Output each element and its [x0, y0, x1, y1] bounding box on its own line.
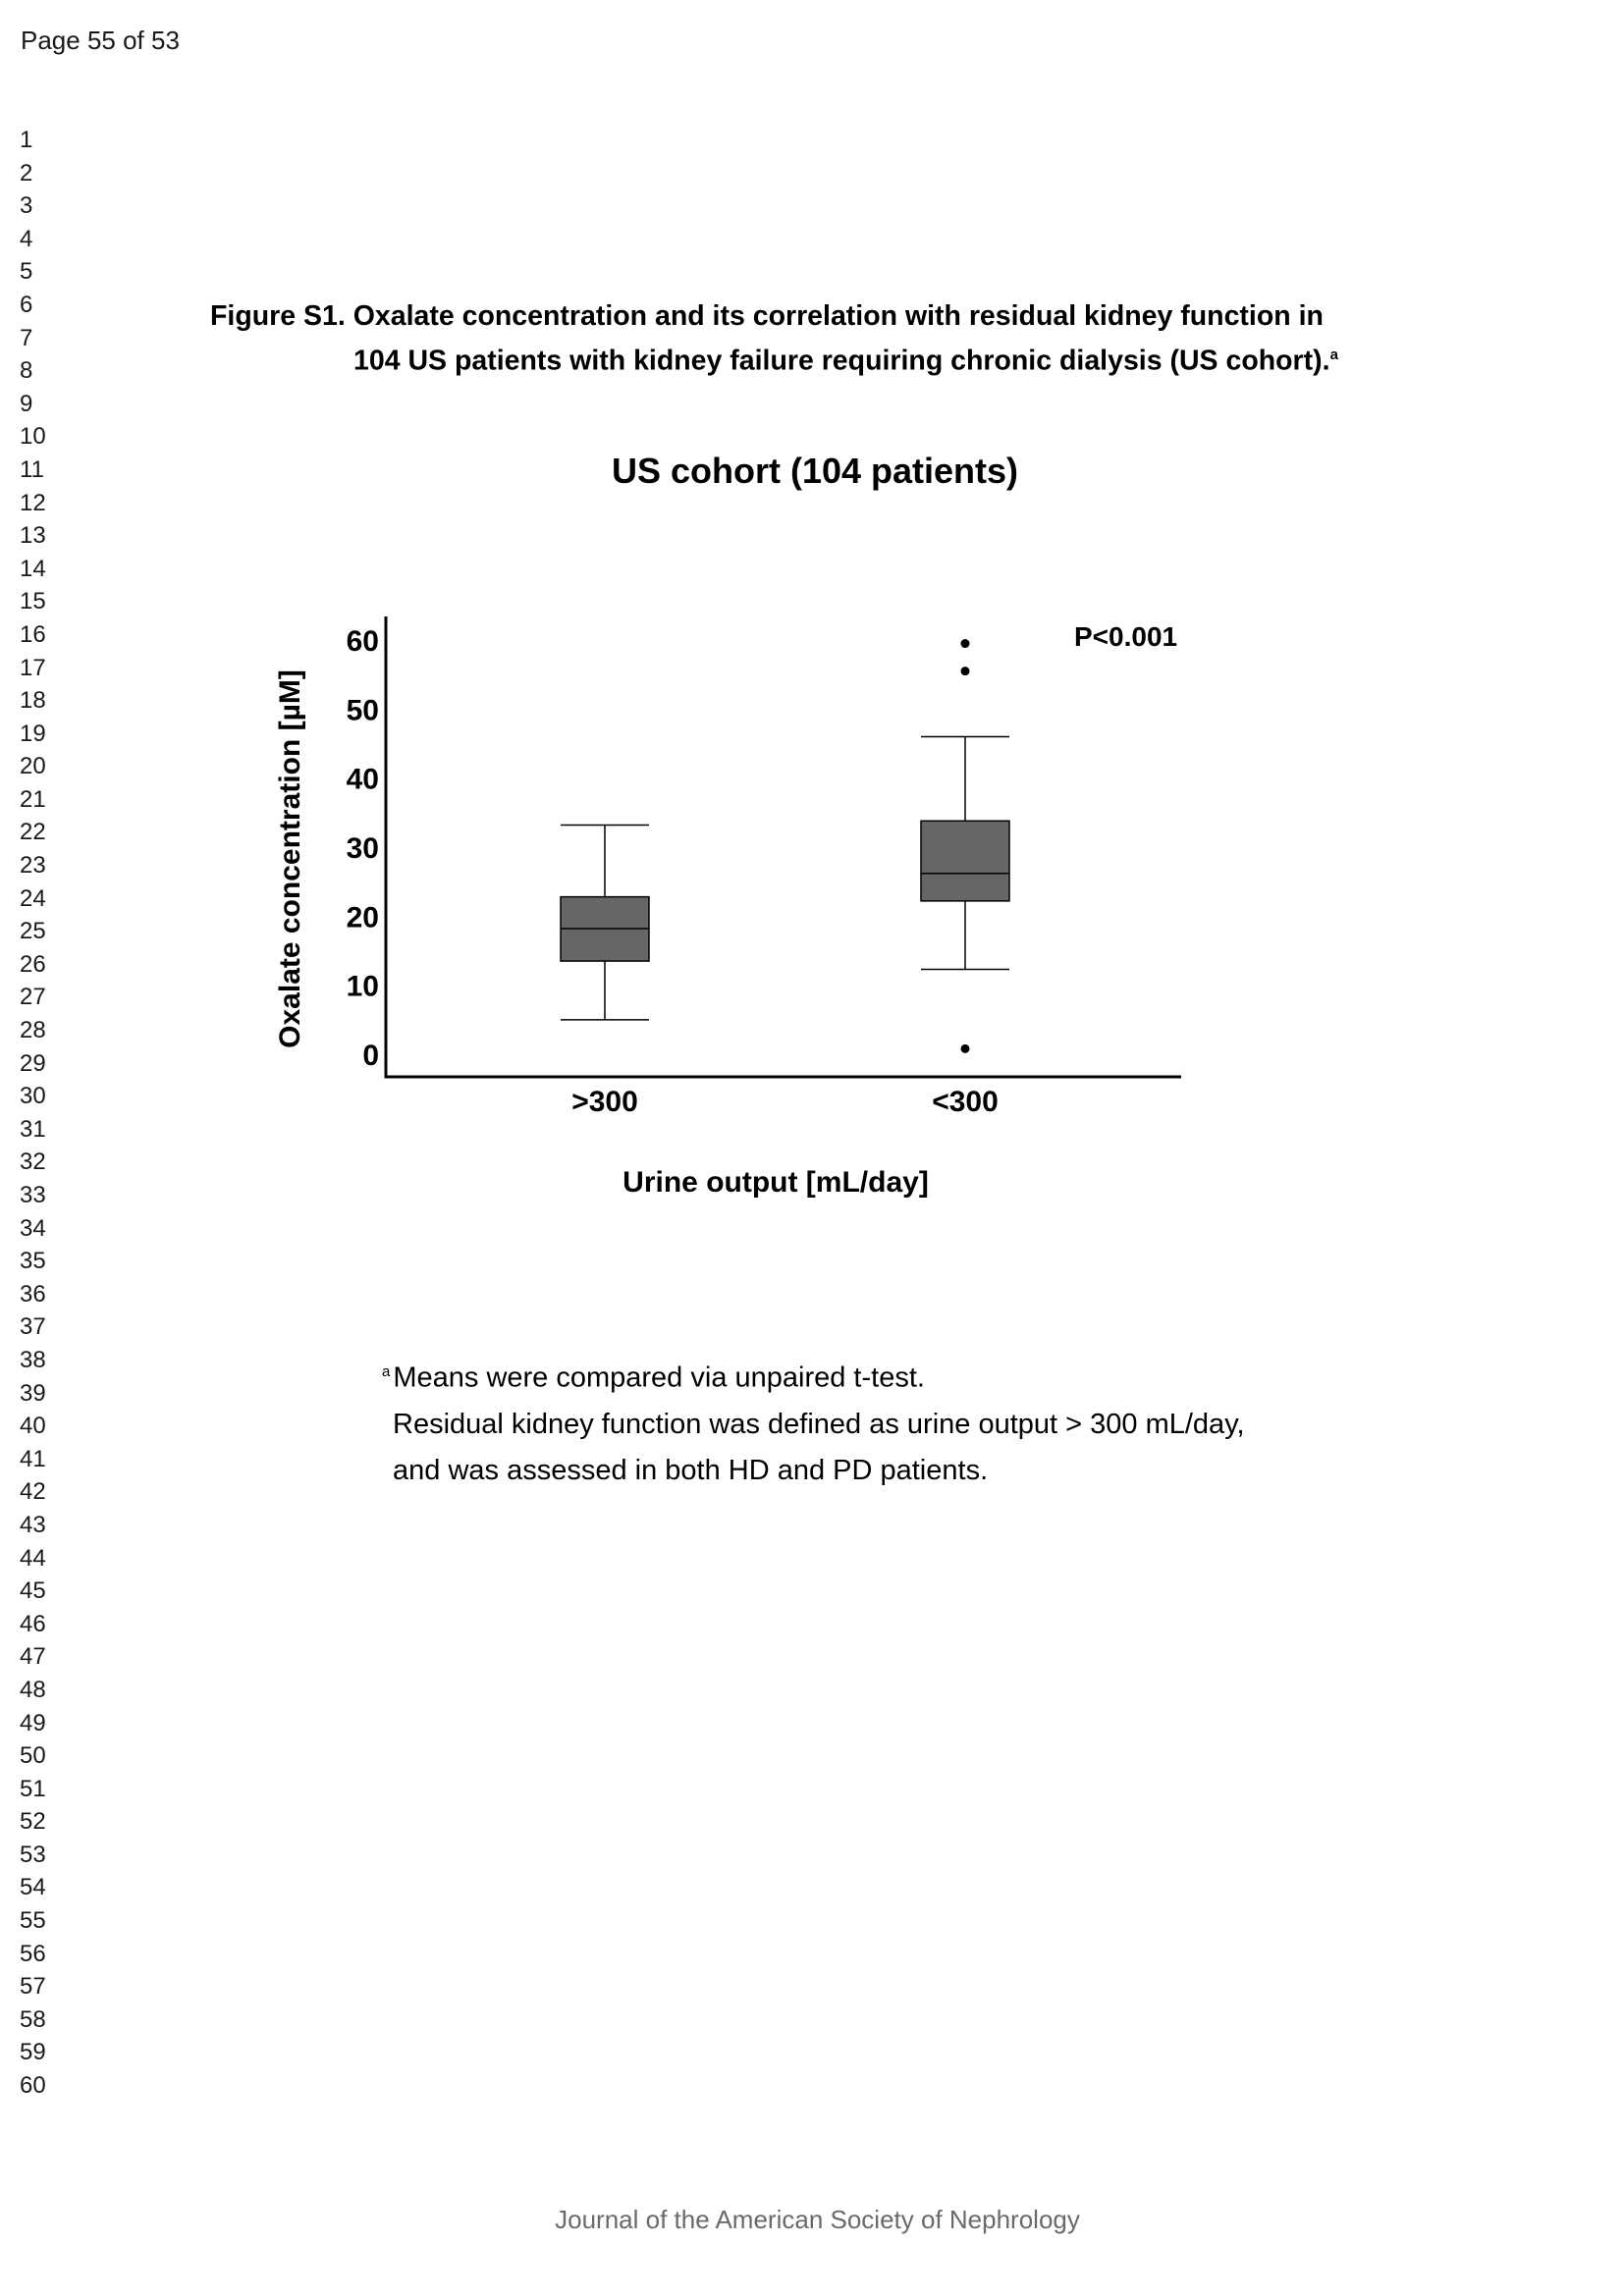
line-number: 29 [20, 1049, 46, 1077]
line-number: 32 [20, 1148, 46, 1176]
line-number: 5 [20, 258, 33, 286]
line-number: 50 [20, 1742, 46, 1770]
caption-line2: 104 US patients with kidney failure requiring chronic dialysis (US cohort). [353, 345, 1330, 377]
line-number: 31 [20, 1115, 46, 1143]
footnote-line2: Residual kidney function was defined as urine output > 300 mL/day, [393, 1408, 1245, 1440]
line-number: 52 [20, 1808, 46, 1836]
line-number: 58 [20, 2005, 46, 2033]
line-number: 40 [20, 1413, 46, 1440]
y-tick-label: 50 [346, 694, 379, 727]
line-number: 44 [20, 1544, 46, 1572]
caption-line1: Oxalate concentration and its correlation with residual kidney function in [352, 300, 1324, 332]
line-number: 48 [20, 1676, 46, 1703]
y-tick-label: 0 [362, 1040, 379, 1072]
line-number: 38 [20, 1346, 46, 1373]
line-number: 41 [20, 1445, 46, 1472]
line-number: 17 [20, 654, 46, 681]
y-tick-label: 20 [346, 901, 379, 934]
line-number: 34 [20, 1214, 46, 1242]
line-number: 30 [20, 1083, 46, 1110]
line-number: 51 [20, 1775, 46, 1802]
p-value-annotation: P<0.001 [1074, 621, 1178, 652]
page-number-header: Page 55 of 53 [21, 26, 180, 55]
line-number: 24 [20, 884, 46, 912]
caption-superscript: a [1329, 347, 1338, 363]
line-number: 49 [20, 1709, 46, 1736]
line-number: 55 [20, 1907, 46, 1935]
x-axis-label: Urine output [mL/day] [622, 1166, 929, 1199]
line-number: 6 [20, 291, 33, 318]
line-number: 19 [20, 720, 46, 747]
line-number: 2 [20, 159, 33, 187]
footnote [382, 1349, 1364, 1494]
y-tick-label: 60 [346, 625, 379, 658]
line-number: 25 [20, 918, 46, 945]
line-number: 3 [20, 192, 33, 220]
line-number: 22 [20, 819, 46, 846]
x-tick-label: >300 [571, 1086, 638, 1118]
line-number: 54 [20, 1874, 46, 1901]
line-number: 18 [20, 687, 46, 715]
footnote-line1: Means were compared via unpaired t-test. [393, 1362, 925, 1394]
journal-footer: Journal of the American Society of Nephrology [555, 2205, 1080, 2234]
y-axis-label: Oxalate concentration [µM] [274, 669, 306, 1048]
line-number: 23 [20, 852, 46, 880]
y-tick-label: 40 [346, 763, 379, 796]
line-number: 42 [20, 1478, 46, 1506]
line-number: 47 [20, 1643, 46, 1671]
line-number: 57 [20, 1973, 46, 2001]
x-tick-label: <300 [932, 1086, 999, 1118]
line-number: 1 [20, 127, 33, 153]
y-tick-label: 10 [346, 970, 379, 1003]
footnote-line1-wrap [382, 1349, 1364, 1402]
outlier-point [961, 667, 970, 675]
line-number: 37 [20, 1313, 46, 1341]
line-number: 8 [20, 357, 33, 385]
chart-title: US cohort (104 patients) [611, 451, 1019, 491]
line-number: 13 [20, 522, 46, 550]
box-iqr [921, 821, 1009, 901]
line-number: 35 [20, 1248, 46, 1275]
line-number: 45 [20, 1577, 46, 1605]
caption-label: Figure S1. [210, 300, 346, 332]
line-number: 27 [20, 984, 46, 1011]
outlier-point [961, 639, 970, 648]
line-number: 7 [20, 324, 33, 351]
line-number: 28 [20, 1017, 46, 1044]
line-number: 46 [20, 1610, 46, 1637]
line-number: 33 [20, 1182, 46, 1208]
footnote-line3: and was assessed in both HD and PD patients. [393, 1454, 989, 1486]
line-number: 21 [20, 785, 46, 813]
line-number: 4 [20, 225, 33, 252]
line-number: 9 [20, 390, 33, 417]
line-number: 60 [20, 2072, 46, 2100]
line-number: 53 [20, 1841, 46, 1868]
line-number: 56 [20, 1940, 46, 1967]
line-number: 14 [20, 555, 46, 582]
line-number: 36 [20, 1280, 46, 1308]
line-number: 15 [20, 588, 46, 615]
line-number: 43 [20, 1511, 46, 1538]
line-number: 26 [20, 950, 46, 978]
line-number: 11 [20, 455, 44, 483]
y-tick-label: 30 [346, 832, 379, 865]
footnote-marker: a [382, 1363, 391, 1380]
outlier-point [961, 1044, 970, 1053]
line-number: 20 [20, 753, 46, 780]
line-number: 39 [20, 1379, 46, 1407]
line-number: 10 [20, 423, 46, 451]
line-number: 12 [20, 489, 46, 516]
line-number: 16 [20, 620, 46, 648]
line-number: 59 [20, 2039, 46, 2066]
